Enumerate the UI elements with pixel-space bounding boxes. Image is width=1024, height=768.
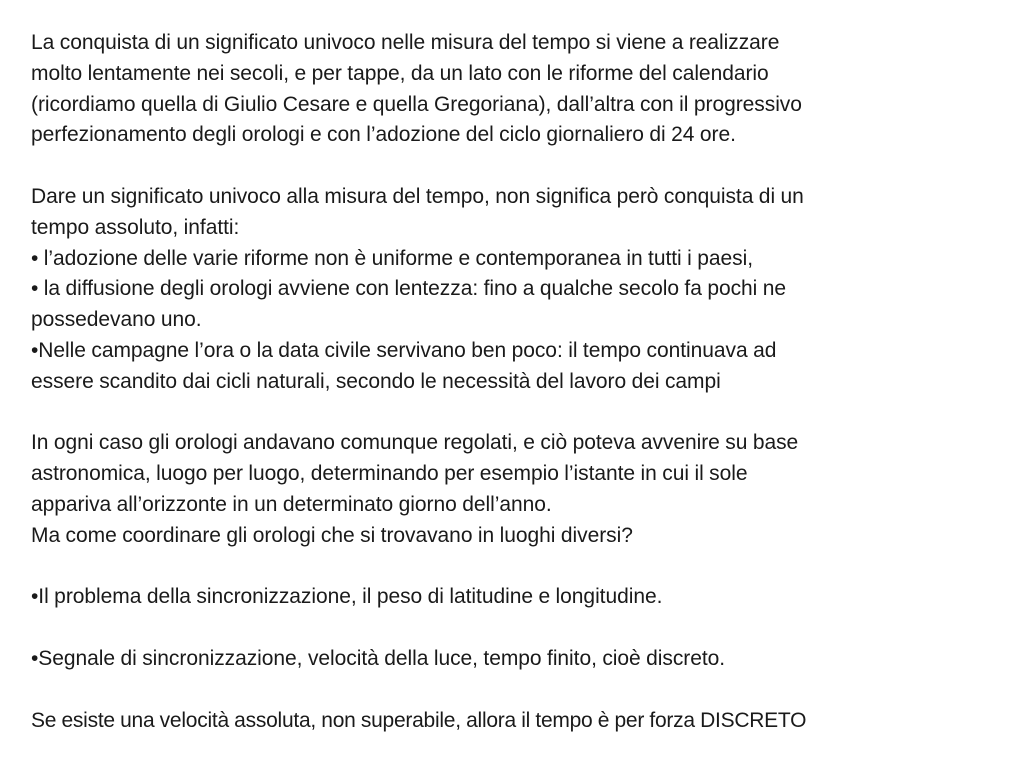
paragraph-absolute-time [31,182,1021,398]
bullet-sync-signal: •Segnale di sincronizzazione, velocità della luce, tempo finito, cioè discreto. [31,646,726,670]
text-line: appariva all’orizzonte in un determinato giorno dell’anno. [31,492,552,516]
question-line: Ma come coordinare gli orologi che si trovavano in luoghi diversi? [31,523,633,547]
text-line: molto lentamente nei secoli, e per tappe, da un lato con le riforme del calendario [31,61,769,85]
bullet-clocks-line: • la diffusione degli orologi avviene con lentezza: fino a qualche secolo fa pochi ne [31,277,787,301]
spacer [31,151,1021,182]
text-line: La conquista di un significato univoco nelle misura del tempo si viene a realizzare [31,31,780,54]
text-line: astronomica, luogo per luogo, determinando per esempio l’istante in cui il sole [31,462,748,486]
bullet-reforms-line: • l’adozione delle varie riforme non è uniforme e contemporanea in tutti i paesi, [31,246,753,270]
spacer [31,613,1021,644]
text-line: (ricordiamo quella di Giulio Cesare e quella Gregoriana), dall’altra con il progressivo [31,92,802,116]
text-line: possedevano uno. [31,308,202,332]
text-line: essere scandito dai cicli naturali, secondo le necessità del lavoro dei campi [31,369,721,393]
paragraph-clock-regulation [31,428,1021,551]
bullet-countryside-line: •Nelle campagne l’ora o la data civile servivano ben poco: il tempo continuava ad [31,338,777,362]
conclusion-line: Se esiste una velocità assoluta, non superabile, allora il tempo è per forza DISCRETO [31,708,807,732]
text-line: perfezionamento degli orologi e con l’adozione del ciclo giornaliero di 24 ore. [31,123,736,147]
paragraph-calendar-reforms [31,28,1021,151]
text-line: In ogni caso gli orologi andavano comunque regolati, e ciò poteva avvenire su base [31,431,799,455]
spacer [31,398,1021,429]
slide-text-body [31,28,1021,736]
spacer [31,552,1021,583]
spacer [31,675,1021,706]
text-line: tempo assoluto, infatti: [31,215,240,239]
bullet-sync-problem: •Il problema della sincronizzazione, il peso di latitudine e longitudine. [31,585,663,609]
text-line: Dare un significato univoco alla misura del tempo, non significa però conquista di un [31,184,804,208]
